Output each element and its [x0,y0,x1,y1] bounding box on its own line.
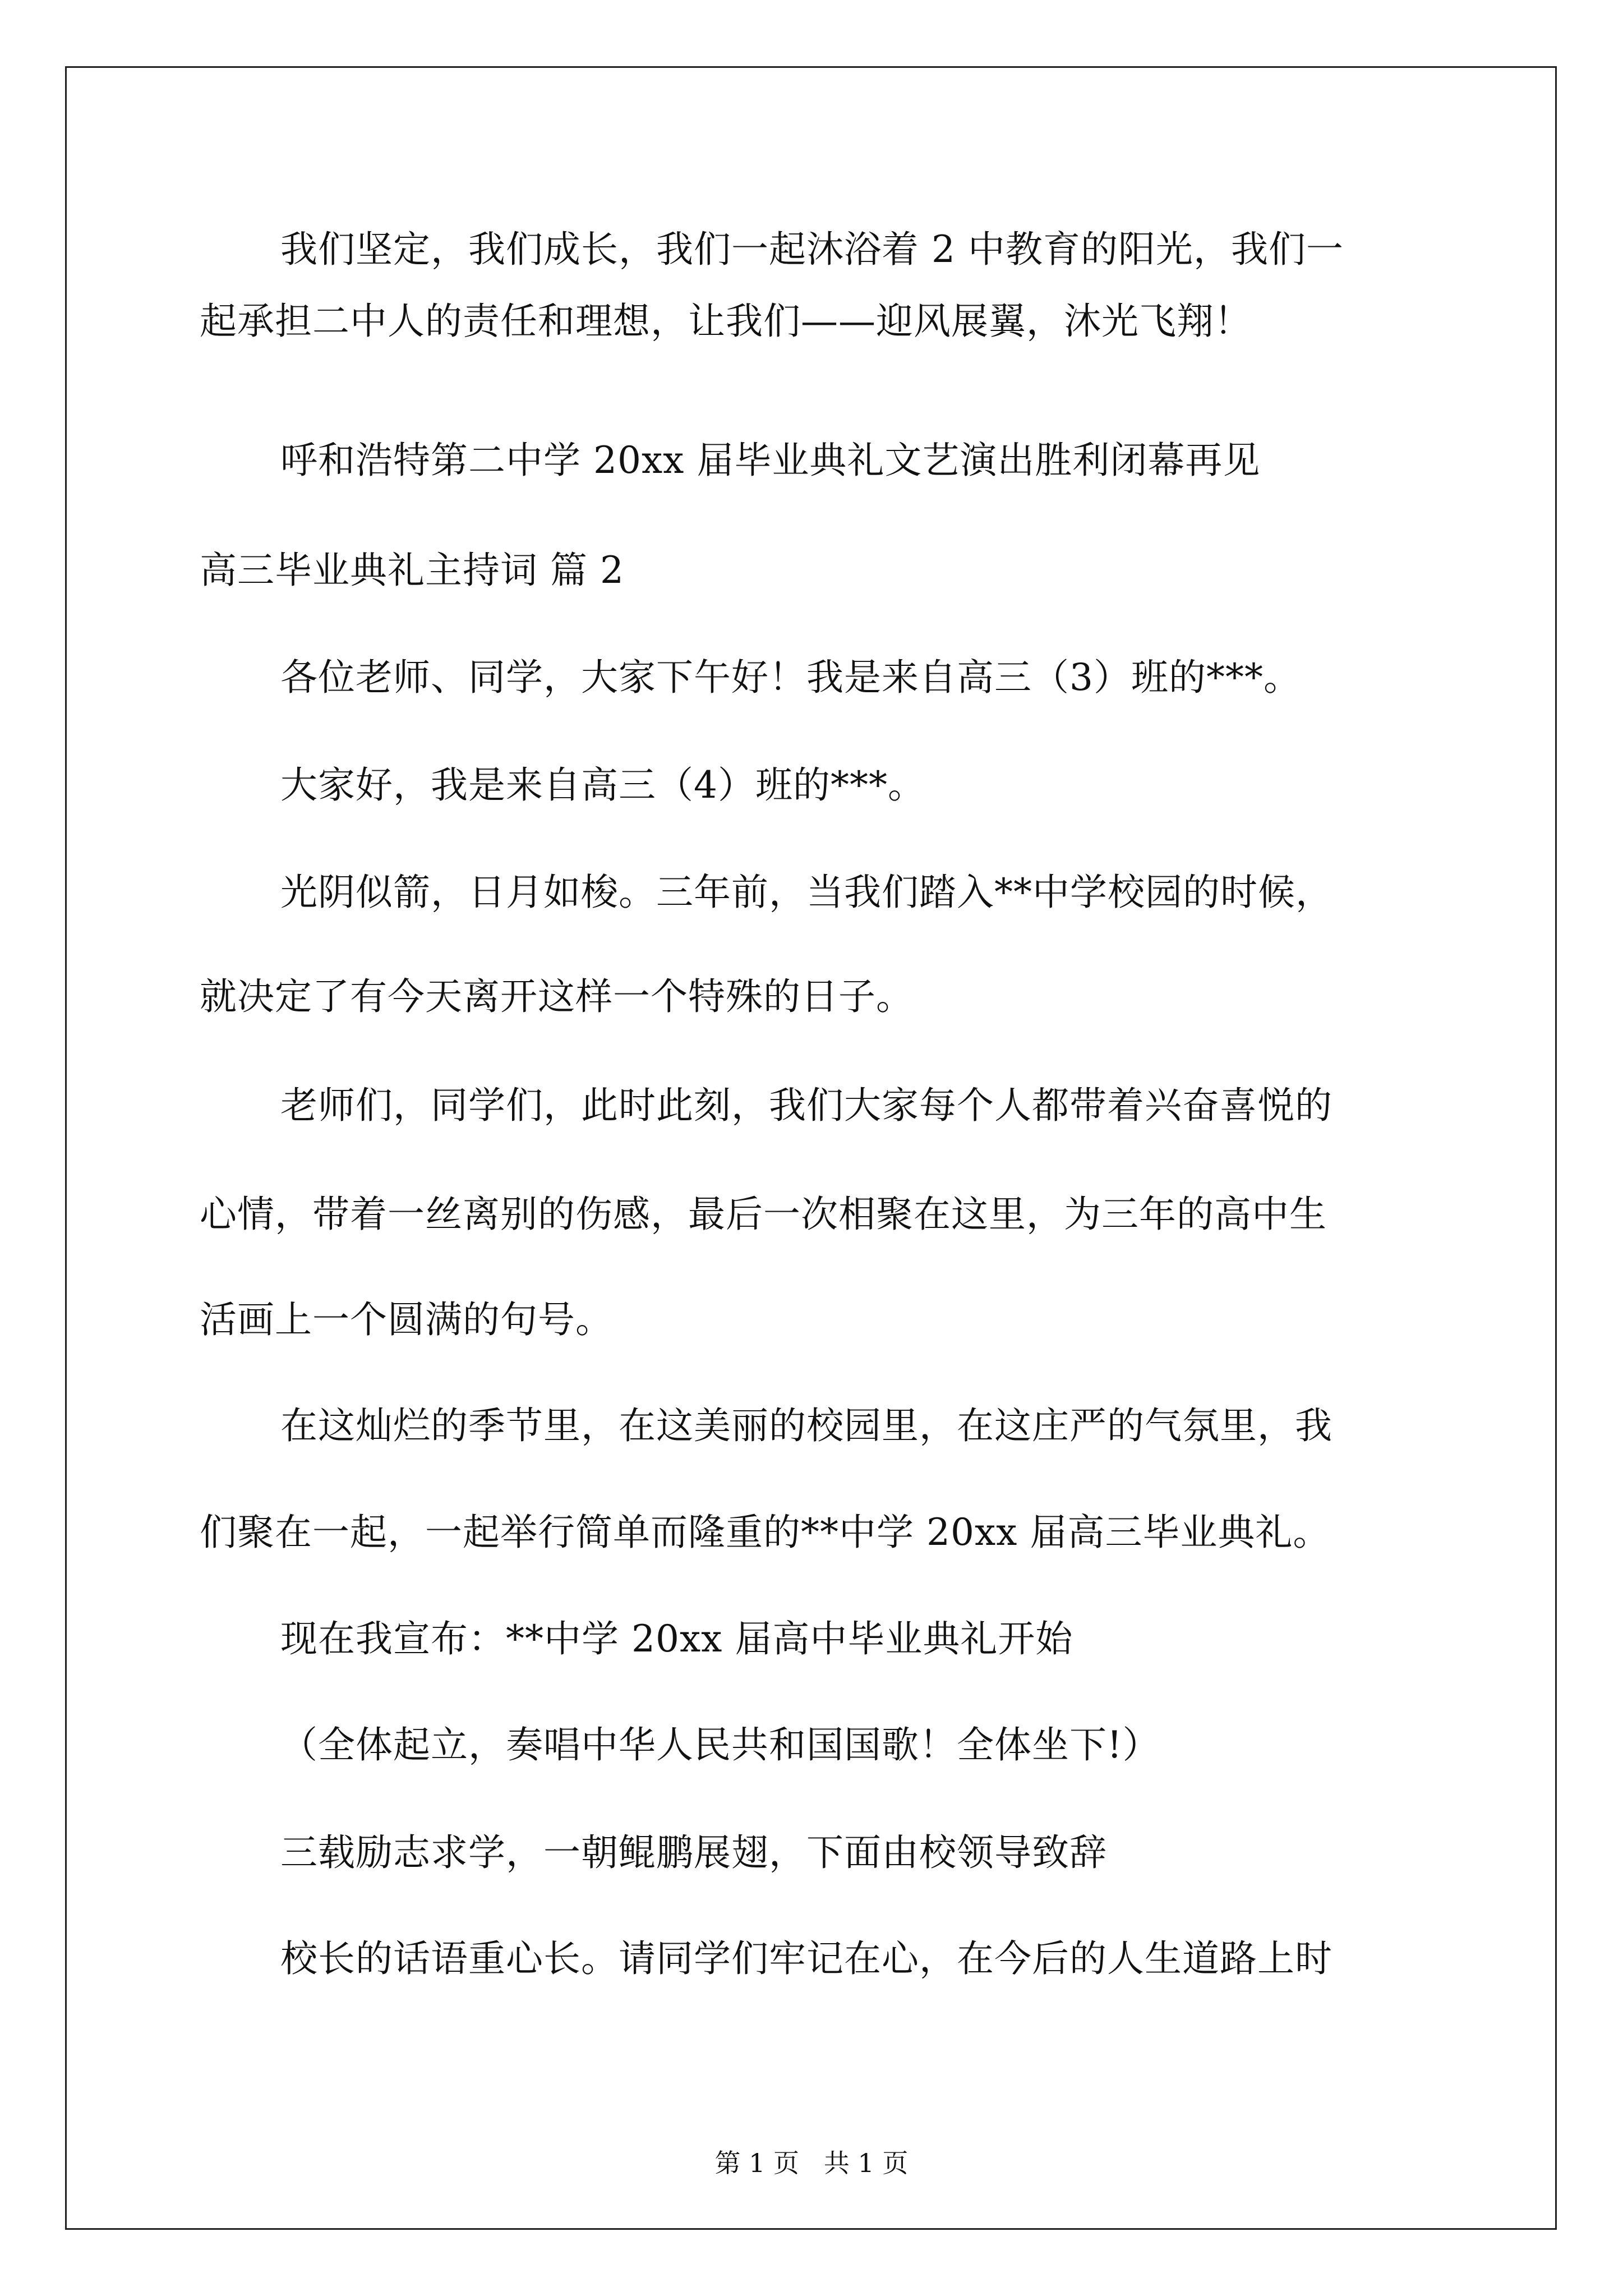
paragraph-line-10: 心情，带着一丝离别的伤感，最后一次相聚在这里，为三年的高中生 [200,1193,1327,1236]
paragraph-line-8: 就决定了有今天离开这样一个特殊的日子。 [200,975,914,1018]
paragraph-line-15: （全体起立，奏唱中华人民共和国国歌！全体坐下!） [280,1723,1160,1766]
paragraph-line-12: 在这灿烂的季节里，在这美丽的校园里，在这庄严的气氛里，我 [280,1404,1332,1447]
paragraph-line-14: 现在我宣布：**中学 20xx 届高中毕业典礼开始 [280,1617,1073,1660]
paragraph-line-9: 老师们，同学们，此时此刻，我们大家每个人都带着兴奋喜悦的 [280,1084,1332,1127]
paragraph-line-16: 三载励志求学，一朝鲲鹏展翅，下面由校领导致辞 [280,1831,1107,1874]
paragraph-line-6: 大家好，我是来自高三（4）班的***。 [280,763,925,807]
page-frame [65,66,1557,2230]
paragraph-line-7: 光阴似箭，日月如梭。三年前，当我们踏入**中学校园的时候， [280,871,1333,914]
paragraph-line-3: 呼和浩特第二中学 20xx 届毕业典礼文艺演出胜利闭幕再见 [280,439,1261,482]
paragraph-line-2: 起承担二中人的责任和理想，让我们——迎风展翼，沐光飞翔！ [200,300,1252,343]
paragraph-line-13: 们聚在一起，一起举行简单而隆重的**中学 20xx 届高三毕业典礼。 [200,1511,1331,1554]
paragraph-line-17: 校长的话语重心长。请同学们牢记在心，在今后的人生道路上时 [280,1937,1332,1980]
section-heading: 高三毕业典礼主持词 篇 2 [200,549,624,592]
paragraph-line-11: 活画上一个圆满的句号。 [200,1298,613,1341]
page-footer: 第 1 页 共 1 页 [714,2148,909,2178]
paragraph-line-5: 各位老师、同学，大家下午好！我是来自高三（3）班的***。 [280,656,1301,699]
paragraph-line-1: 我们坚定，我们成长，我们一起沐浴着 2 中教育的阳光，我们一 [280,228,1344,271]
